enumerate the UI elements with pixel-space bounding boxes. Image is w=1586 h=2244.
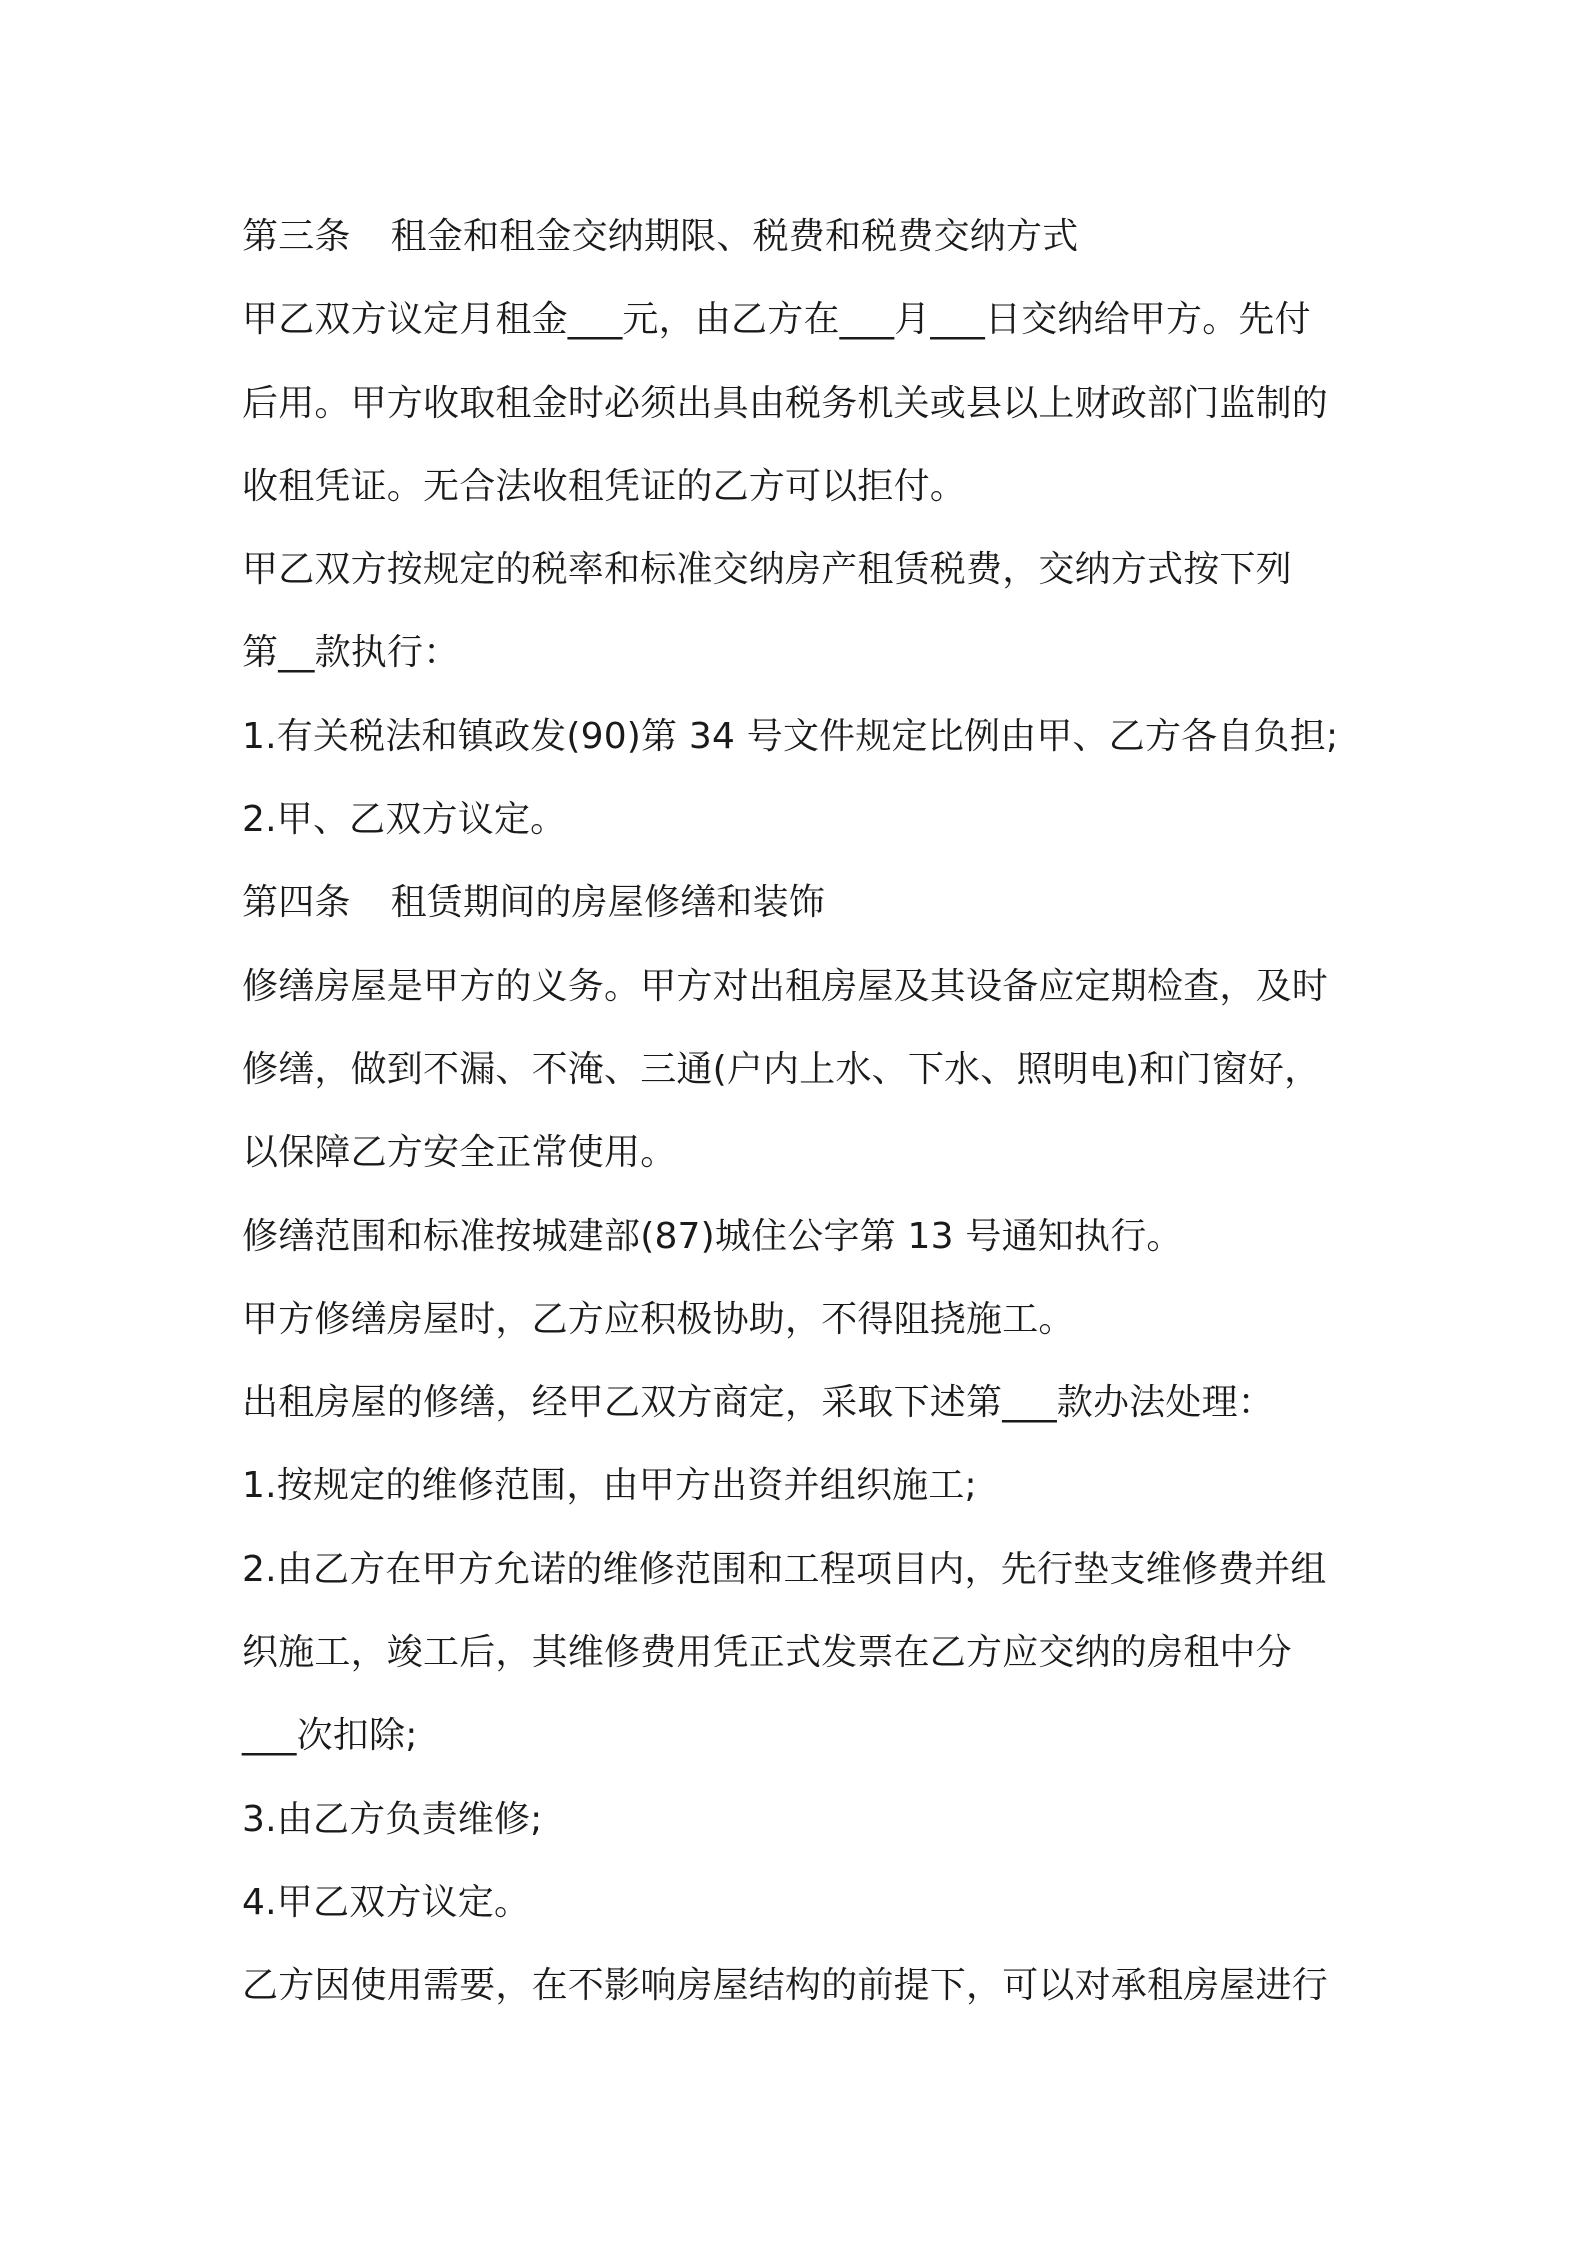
- text-line: 甲乙双方按规定的税率和标准交纳房产租赁税费，交纳方式按下列: [242, 549, 1292, 591]
- article-number: 第四条: [242, 882, 351, 924]
- text-line: 修缮房屋是甲方的义务。甲方对出租房屋及其设备应定期检查，及时: [242, 965, 1329, 1007]
- text-line: 4.甲乙双方议定。: [242, 1881, 531, 1923]
- text-line: 2.由乙方在甲方允诺的维修范围和工程项目内，先行垫支维修费并组: [242, 1548, 1327, 1590]
- article-title: 租赁期间的房屋修缮和装饰: [390, 882, 826, 924]
- text-line: 后用。甲方收取租金时必须出具由税务机关或县以上财政部门监制的: [242, 382, 1329, 424]
- article-heading: [242, 195, 1362, 278]
- article-heading: [242, 861, 1362, 944]
- text-line: 第__款执行：: [242, 632, 460, 674]
- text-line: 以保障乙方安全正常使用。: [242, 1132, 677, 1174]
- text-line: 1.按规定的维修范围，由甲方出资并组织施工;: [242, 1465, 977, 1507]
- document-body: [242, 195, 1362, 2028]
- text-line: 甲乙双方议定月租金___元，由乙方在___月___日交纳给甲方。先付: [242, 299, 1311, 341]
- text-line: 甲方修缮房屋时，乙方应积极协助，不得阻挠施工。: [242, 1298, 1075, 1340]
- text-line: 修缮，做到不漏、不淹、三通(户内上水、下水、照明电)和门窗好，: [242, 1048, 1321, 1090]
- text-line: 2.甲、乙双方议定。: [242, 799, 567, 841]
- text-line: 乙方因使用需要，在不影响房屋结构的前提下，可以对承租房屋进行: [242, 1965, 1329, 2007]
- text-line: 1.有关税法和镇政发(90)第 34 号文件规定比例由甲、乙方各自负担;: [242, 715, 1339, 757]
- text-line: ___次扣除;: [242, 1715, 418, 1757]
- text-line: 收租凭证。无合法收租凭证的乙方可以拒付。: [242, 465, 967, 507]
- article-title: 租金和租金交纳期限、税费和税费交纳方式: [390, 216, 1079, 257]
- article-number: 第三条: [242, 216, 351, 257]
- text-line: 出租房屋的修缮，经甲乙双方商定，采取下述第___款办法处理：: [242, 1382, 1275, 1424]
- text-line: 修缮范围和标准按城建部(87)城住公字第 13 号通知执行。: [242, 1215, 1183, 1257]
- text-line: 3.由乙方负责维修;: [242, 1798, 543, 1840]
- text-line: 织施工，竣工后，其维修费用凭正式发票在乙方应交纳的房租中分: [242, 1632, 1292, 1674]
